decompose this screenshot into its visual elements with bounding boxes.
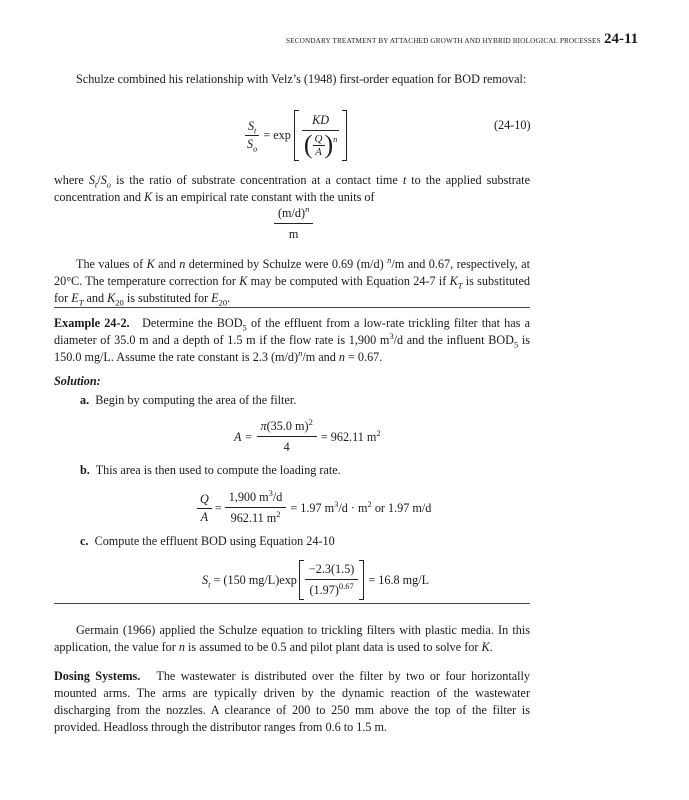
- loading-num: 1,900 $m^3/d$: [225, 490, 287, 508]
- eq-lhs-den: $S_o$: [247, 137, 258, 154]
- values-paragraph: The values of K and n determined by Schulze were 0.69 (m/d) $^n$/m and 0.67, respectively, at 20°C. The temperature correction for K may be computed with Equation 24-7 if $K_T$ is substituted for $E_T$ and $K_{20}$ is substituted for $E_{20}$.: [54, 254, 530, 308]
- area-rhs: = 962.11 $m^2$: [320, 427, 381, 444]
- eq-lhs-num: $S_t$: [245, 119, 259, 136]
- area-den: 4: [283, 440, 290, 454]
- eq-q-over-a: [301, 131, 341, 158]
- step-a: [80, 392, 296, 409]
- effluent-bracket: [299, 560, 364, 600]
- effluent-lhs: $S_t = (150$ mg/L)exp: [202, 572, 297, 589]
- intro-paragraph: Schulze combined his relationship with Velz’s (1948) first-order equation for BOD removal:: [76, 72, 527, 86]
- equation-24-10: [244, 110, 347, 161]
- loading-equals: =: [214, 500, 222, 515]
- step-c-letter: c.: [80, 534, 89, 548]
- units-frac: [274, 203, 313, 242]
- equation-number: (24-10): [494, 118, 531, 132]
- step-b: [80, 462, 341, 479]
- example-statement: Example 24-2. Determine the $BOD_5$ of the effluent from a low-rate trickling filter that has a diameter of 35.0 m and a depth of 1.5 m if the flow rate is 1,900 $m^3/d$ and the influent $BOD_5$ is 150.0 mg/L. Assume the rate constant is 2.3 $(m/d)^n/m$ and n = 0.67.: [54, 316, 530, 364]
- running-header: SECONDARY TREATMENT BY ATTACHED GROWTH AND HYBRID BIOLOGICAL PROCESSES: [286, 37, 601, 45]
- step-a-letter: a.: [80, 393, 90, 407]
- loading-fraction: [225, 487, 287, 526]
- units-num: [274, 203, 313, 224]
- eq-equals-exp: = exp: [263, 128, 291, 142]
- dosing-paragraph: [54, 668, 530, 736]
- effluent-equation: [202, 560, 429, 600]
- area-num: π(35.0 m)$^2$: [257, 419, 317, 437]
- example-top-rule: [54, 307, 530, 308]
- area-equation: [234, 416, 381, 455]
- loading-den: 962.11 $m^2$: [230, 508, 281, 525]
- units-fraction: [274, 203, 313, 242]
- area-lhs: A =: [234, 429, 253, 444]
- germain-paragraph: Germain (1966) applied the Schulze equation to trickling filters with plastic media. In this application, the value for n is assumed to be 0.5 and pilot plant data is used to solve for K.: [54, 623, 530, 654]
- loading-equation: [197, 487, 432, 526]
- effluent-rhs: = 16.8 mg/L: [368, 572, 430, 587]
- eq-q-a-frac: [313, 133, 325, 158]
- units-den: m: [288, 227, 299, 241]
- step-c-text: Compute the effluent BOD using Equation 24-10: [94, 534, 335, 548]
- units-exp: n: [305, 203, 310, 214]
- eq-q: Q: [314, 132, 323, 145]
- loading-q: Q: [197, 492, 212, 509]
- step-a-text: Begin by computing the area of the filter.: [95, 393, 297, 407]
- effluent-den: $(1.97)^{0.67}$: [309, 580, 354, 597]
- step-c: [80, 533, 335, 550]
- example-bottom-rule: [54, 603, 530, 604]
- units-num-text: (m/d): [278, 206, 306, 220]
- eq-exp-bracket: [294, 110, 348, 161]
- loading-q-over-a: [197, 492, 212, 525]
- eq-a: A: [315, 145, 322, 158]
- example-title: Example 24-2.: [54, 316, 130, 330]
- step-b-text: This area is then used to compute the loading rate.: [95, 463, 341, 477]
- dosing-text: The wastewater is distributed over the filter by two or four horizontally mounted arms. The arms are typically driven by the dynamic reaction of the wastewater discharging from the nozzles. A clearance of 200 to 250 mm above the top of the filter is provided. Headloss through the distributor ranges from 0.6 to 1.5 m.: [54, 669, 531, 734]
- loading-rhs: = 1.97 $m^3/d \cdot m^2$ or 1.97 m/d: [290, 498, 432, 515]
- where-paragraph: where $S_t/S_o$ is the ratio of substrate concentration at a contact time t to the applied substrate concentration and K is an empirical rate constant with the units of: [54, 173, 530, 204]
- area-fraction: [257, 416, 317, 455]
- solution-label: Solution:: [54, 374, 101, 388]
- step-b-letter: b.: [80, 463, 90, 477]
- eq-lhs-ratio: [244, 119, 260, 152]
- page-number: 24-11: [604, 31, 639, 47]
- dosing-heading: Dosing Systems.: [54, 669, 141, 683]
- right-paren: ): [324, 130, 334, 159]
- left-paren: (: [303, 130, 313, 159]
- eq-kd: KD: [302, 113, 339, 131]
- effluent-fraction: [305, 562, 358, 598]
- loading-a: A: [200, 509, 209, 524]
- effluent-num: −2.3(1.5): [305, 562, 358, 580]
- eq-exponent-n: n: [333, 134, 338, 144]
- eq-exp-fraction: [301, 113, 341, 158]
- eq-paren-group: [304, 132, 333, 158]
